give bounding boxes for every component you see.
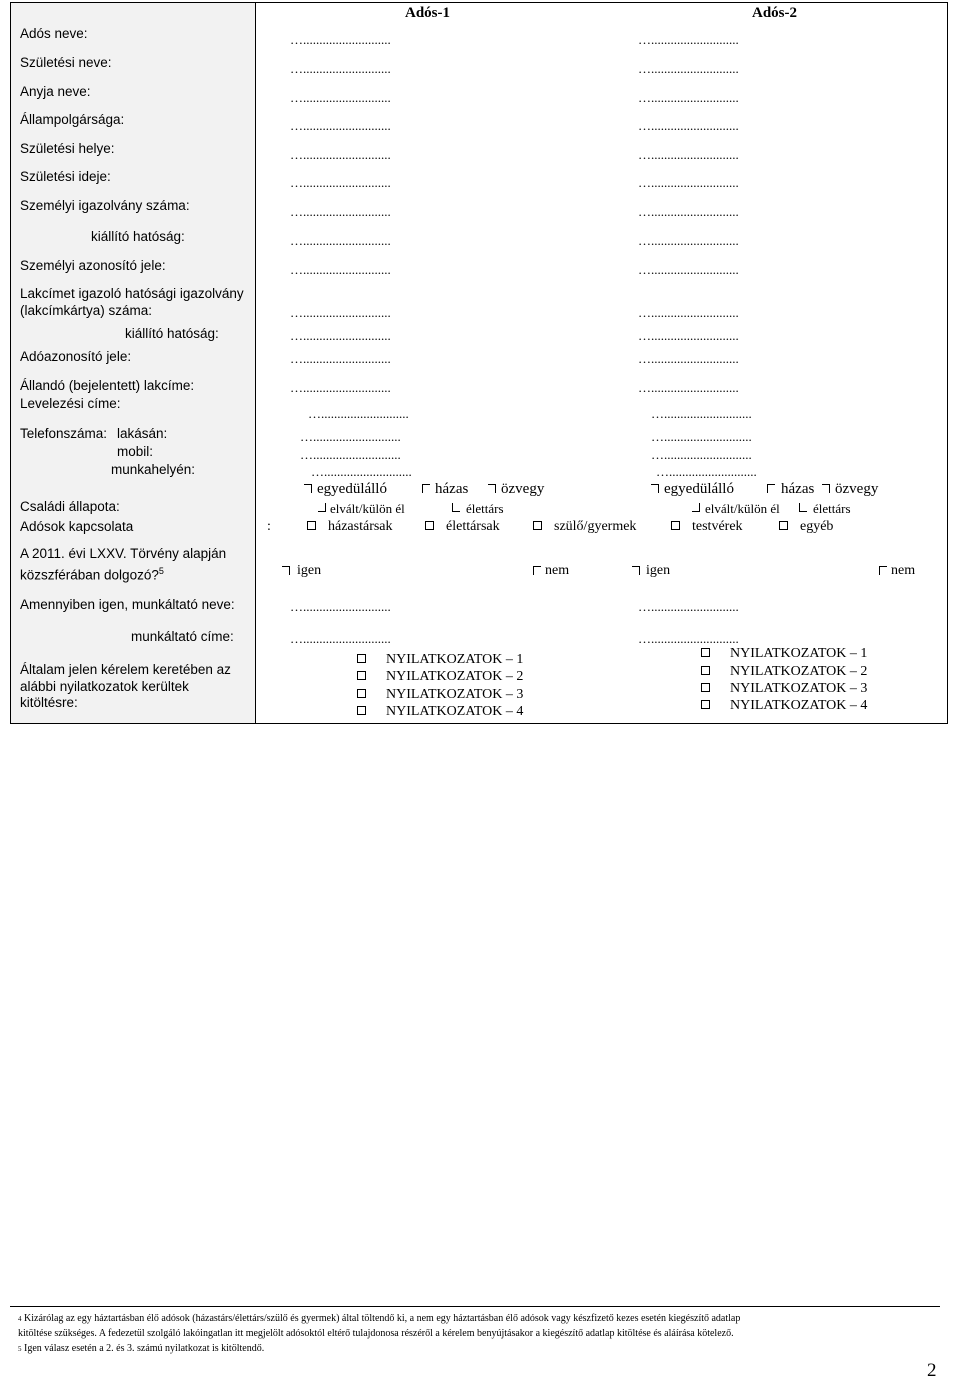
label-nyilatkozat-1: Általam jelen kérelem keretében az <box>20 662 231 677</box>
field-ados-2-lakasan[interactable]: …........................... <box>651 429 752 444</box>
label-mobil: mobil: <box>117 444 154 459</box>
field-ados-2-szuletesi-neve[interactable]: …........................... <box>638 61 739 76</box>
label-szemelyi-igazolvany: Személyi igazolvány száma: <box>20 198 190 213</box>
label-szemelyi-azonosito: Személyi azonosító jele: <box>20 258 166 273</box>
footnote-5: $^5$ Igen válasz esetén a 2. és 3. számú nyilatkozat is kitöltendő. <box>18 1343 265 1354</box>
field-ados-2-munkaltato-cime[interactable]: …........................... <box>638 631 739 646</box>
relationship-option-hazastarsak: házastársak <box>307 519 393 535</box>
option-ados-2-egyedulallo: egyedülálló <box>664 481 734 497</box>
option-ados-2-hazas: házas <box>781 481 815 497</box>
label-kozszfera-2: közszférában dolgozó?$^5$ <box>20 566 164 583</box>
field-ados-1-allando-lakcim[interactable]: …........................... <box>290 380 391 395</box>
label-szuletesi-helye: Születési helye: <box>20 141 115 156</box>
option-ados-1-elettars: élettárs <box>466 501 504 516</box>
checkbox-egyeb[interactable] <box>779 521 788 530</box>
footnote-separator <box>10 1306 940 1307</box>
label-ados-neve: Adós neve: <box>20 26 88 41</box>
header-ados-2: Adós-2 <box>752 5 798 21</box>
label-lakcim-igazolvany-1: Lakcímet igazoló hatósági igazolvány <box>20 286 244 301</box>
label-nyilatkozat-2: alábbi nyilatkozatok kerültek <box>20 679 189 694</box>
field-ados-1-kiallito-1[interactable]: …........................... <box>290 233 391 248</box>
label-telefonszama: Telefonszáma: <box>20 426 108 441</box>
option-ados-2-nem: nem <box>891 563 916 578</box>
field-ados-2-szuletesi-helye[interactable]: …........................... <box>638 147 739 162</box>
label-munkaltato-cime: munkáltató címe: <box>131 629 234 644</box>
footnote-5-number: 5 <box>18 1345 22 1353</box>
field-ados-1-mobil[interactable]: …........................... <box>300 447 401 462</box>
option-ados-1-hazas: házas <box>435 481 469 497</box>
footnote-4-number: 4 <box>18 1315 22 1323</box>
field-ados-2-allampolgarsag[interactable]: …........................... <box>638 118 739 133</box>
field-ados-1-anyja-neve[interactable]: …........................... <box>290 90 391 105</box>
option-ados-1-egyedulallo: egyedülálló <box>317 481 387 497</box>
field-ados-2-szemelyi-ig[interactable]: …........................... <box>638 204 739 219</box>
checkbox-ados-1-hazas[interactable] <box>422 484 430 493</box>
field-ados-2-munkaltato-neve[interactable]: …........................... <box>638 599 739 614</box>
label-csaladi-allapota: Családi állapota: <box>20 499 120 514</box>
relationship-option-testverek: testvérek <box>671 519 743 535</box>
declaration-ados-2-1: NYILATKOZATOK – 1 <box>701 646 867 662</box>
label-szuletesi-ideje: Születési ideje: <box>20 169 111 184</box>
field-ados-1-szuletesi-ideje[interactable]: …........................... <box>290 175 391 190</box>
field-ados-2-kiallito-2[interactable]: …........................... <box>638 328 739 343</box>
declaration-ados-1-4: NYILATKOZATOK – 4 <box>357 704 523 720</box>
label-kozszfera-1: A 2011. évi LXXV. Törvény alapján <box>20 546 227 561</box>
field-ados-1-szuletesi-helye[interactable]: …........................... <box>290 147 391 162</box>
label-kiallito-hatosag-1: kiállító hatóság: <box>91 229 185 244</box>
checkbox-ados-2-nyilatkozat-1[interactable] <box>701 648 710 657</box>
label-lakcim-igazolvany-2: (lakcímkártya) száma: <box>20 303 153 318</box>
field-ados-1-kiallito-2[interactable]: …........................... <box>290 328 391 343</box>
field-ados-1-lakcimkartya[interactable]: …........................... <box>290 305 391 320</box>
field-ados-2-anyja-neve[interactable]: …........................... <box>638 90 739 105</box>
checkbox-ados-2-elettars[interactable] <box>799 503 807 512</box>
checkbox-ados-2-elvalt[interactable] <box>692 503 700 512</box>
declaration-ados-2-3: NYILATKOZATOK – 3 <box>701 681 867 697</box>
checkbox-ados-2-egyedulallo[interactable] <box>651 484 659 493</box>
option-ados-2-igen: igen <box>646 563 671 578</box>
checkbox-ados-1-ozvegy[interactable] <box>488 484 496 493</box>
checkbox-ados-1-nyilatkozat-2[interactable] <box>357 671 366 680</box>
option-ados-2-elettars: élettárs <box>813 501 851 516</box>
footnote-ref-5: 5 <box>158 566 164 576</box>
field-ados-1-levelezesi[interactable]: …........................... <box>308 406 409 421</box>
checkbox-hazastarsak[interactable] <box>307 521 316 530</box>
field-ados-1-allampolgarsag[interactable]: …........................... <box>290 118 391 133</box>
label-munkaltato-neve: Amennyiben igen, munkáltató neve: <box>20 597 235 612</box>
field-ados-2-lakcimkartya[interactable]: …........................... <box>638 305 739 320</box>
field-ados-1-szemelyi-ig[interactable]: …........................... <box>290 204 391 219</box>
declaration-ados-2-4: NYILATKOZATOK – 4 <box>701 698 867 714</box>
option-ados-2-elvalt: elvált/külön él <box>705 501 780 516</box>
label-nyilatkozat-3: kitöltésre: <box>20 695 78 710</box>
field-ados-2-ados-neve[interactable]: …........................... <box>638 32 739 47</box>
relationship-colon: : <box>267 519 271 534</box>
label-levelezesi-cim: Levelezési címe: <box>20 396 121 411</box>
field-ados-2-kiallito-1[interactable]: …........................... <box>638 233 739 248</box>
checkbox-ados-2-nyilatkozat-4[interactable] <box>701 700 710 709</box>
field-ados-2-adoazon[interactable]: …........................... <box>638 351 739 366</box>
label-allampolgarsaga: Állampolgársága: <box>20 112 125 127</box>
label-anyja-neve: Anyja neve: <box>20 84 91 99</box>
field-ados-1-szuletesi-neve[interactable]: …........................... <box>290 61 391 76</box>
checkbox-elettarsak[interactable] <box>425 521 434 530</box>
field-ados-2-munkahelyen[interactable]: …........................... <box>656 464 757 479</box>
declaration-ados-1-1: NYILATKOZATOK – 1 <box>357 652 523 668</box>
relationship-option-elettarsak: élettársak <box>425 519 500 535</box>
label-allando-lakcim: Állandó (bejelentett) lakcíme: <box>20 378 195 393</box>
checkbox-ados-1-elvalt[interactable] <box>318 503 326 512</box>
checkbox-ados-2-nyilatkozat-3[interactable] <box>701 683 710 692</box>
field-ados-1-lakasan[interactable]: …........................... <box>300 429 401 444</box>
field-ados-1-munkahelyen[interactable]: …........................... <box>311 464 412 479</box>
declaration-ados-1-3: NYILATKOZATOK – 3 <box>357 687 523 703</box>
option-ados-1-nem: nem <box>545 563 570 578</box>
checkbox-ados-2-ozvegy[interactable] <box>822 484 830 493</box>
field-ados-2-szuletesi-ideje[interactable]: …........................... <box>638 175 739 190</box>
header-ados-1: Adós-1 <box>405 5 451 21</box>
field-ados-1-ados-neve[interactable]: …........................... <box>290 32 391 47</box>
field-ados-1-munkaltato-neve[interactable]: …........................... <box>290 599 391 614</box>
field-ados-2-levelezesi[interactable]: …........................... <box>651 406 752 421</box>
relationship-option-szulo-gyermek: szülő/gyermek <box>533 519 636 535</box>
checkbox-ados-1-nyilatkozat-1[interactable] <box>357 654 366 663</box>
field-ados-2-mobil[interactable]: …........................... <box>651 447 752 462</box>
field-ados-1-adoazon[interactable]: …........................... <box>290 351 391 366</box>
declaration-ados-2-2: NYILATKOZATOK – 2 <box>701 664 867 680</box>
debtor-form <box>10 2 948 724</box>
page-number: 2 <box>927 1360 937 1381</box>
footnote-4-line-2: kitöltése szükséges. A fedezetül szolgáló lakóingatlan itt megjelölt adósoktól eltérő tulajdonosa részéről a kérelem benyújtásakor a kiegészítő adatlap kitöltése és aláírása kötelező. <box>18 1328 734 1339</box>
checkbox-ados-1-egyedulallo[interactable] <box>304 484 312 493</box>
option-ados-2-ozvegy: özvegy <box>835 481 879 497</box>
checkbox-ados-1-nem[interactable] <box>533 566 541 575</box>
field-ados-2-allando-lakcim[interactable]: …........................... <box>638 380 739 395</box>
relationship-option-egyeb: egyéb <box>779 519 833 535</box>
label-adoazonosito: Adóazonosító jele: <box>20 349 132 364</box>
field-ados-1-szemelyi-azon[interactable]: …........................... <box>290 262 391 277</box>
label-adosok-kapcsolata: Adósok kapcsolata <box>20 519 134 534</box>
label-lakasan: lakásán: <box>117 426 168 441</box>
checkbox-ados-1-nyilatkozat-3[interactable] <box>357 689 366 698</box>
option-ados-1-elvalt: elvált/külön él <box>330 501 405 516</box>
checkbox-ados-2-hazas[interactable] <box>767 484 775 493</box>
checkbox-szulo-gyermek[interactable] <box>533 521 542 530</box>
checkbox-testverek[interactable] <box>671 521 680 530</box>
checkbox-ados-1-nyilatkozat-4[interactable] <box>357 706 366 715</box>
label-szuletesi-neve: Születési neve: <box>20 55 112 70</box>
label-kiallito-hatosag-2: kiállító hatóság: <box>125 326 219 341</box>
checkbox-ados-2-igen[interactable] <box>632 566 640 575</box>
declaration-ados-1-2: NYILATKOZATOK – 2 <box>357 669 523 685</box>
checkbox-ados-1-igen[interactable] <box>282 566 290 575</box>
field-ados-2-szemelyi-azon[interactable]: …........................... <box>638 262 739 277</box>
footnote-4-line-1: $^4$ Kizárólag az egy háztartásban élő adósok (házastárs/élettárs/szülő és gyermek) által töltendő ki, a nem egy háztartásban élő adósok vagy készfizető kezes esetén kiegészítő adatlap <box>18 1313 741 1324</box>
option-ados-1-igen: igen <box>297 563 322 578</box>
label-munkahelyen: munkahelyén: <box>111 462 196 477</box>
option-ados-1-ozvegy: özvegy <box>501 481 545 497</box>
checkbox-ados-1-elettars[interactable] <box>452 503 460 512</box>
checkbox-ados-2-nem[interactable] <box>879 566 887 575</box>
field-ados-1-munkaltato-cime[interactable]: …........................... <box>290 631 391 646</box>
checkbox-ados-2-nyilatkozat-2[interactable] <box>701 666 710 675</box>
